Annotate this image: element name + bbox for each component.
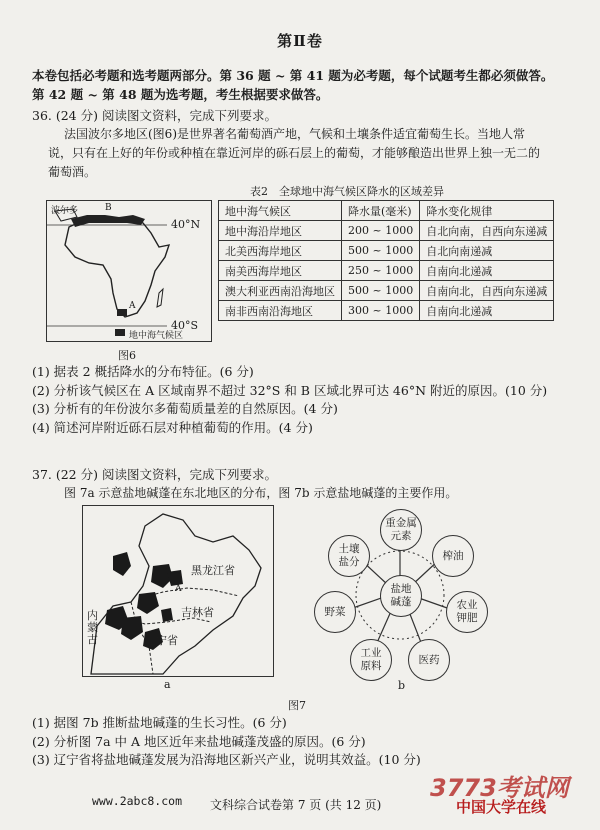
label-a: A <box>129 301 136 311</box>
table-cell: 250 ~ 1000 <box>342 261 420 281</box>
table-row <box>219 281 554 301</box>
node-vegetable: 野菜 <box>314 591 356 633</box>
label-heilongjiang: 黑龙江省 <box>191 564 235 577</box>
table-cell: 自南向北，自西向东递减 <box>420 281 554 301</box>
table-row <box>219 261 554 281</box>
page-number: 文科综合试卷第 7 页 (共 12 页) <box>210 798 382 812</box>
lat-40n: 40°N <box>171 218 201 231</box>
figure7b-sub: b <box>398 679 406 692</box>
sub-question: (1) 据图 7b 推断盐地碱蓬的生长习性。(6 分) <box>32 715 287 730</box>
exam-instructions <box>32 66 577 104</box>
passage-line: 葡萄酒。 <box>48 165 97 179</box>
node-soil-salt: 土壤 盐分 <box>328 535 370 577</box>
figure7a-sub: a <box>164 678 171 691</box>
figure6-caption: 图6 <box>118 349 136 362</box>
node-potash: 农业 钾肥 <box>446 591 488 633</box>
table-header: 地中海气候区 <box>219 201 342 221</box>
q36-passage <box>48 125 583 182</box>
table-cell: 澳大利亚西南沿海地区 <box>219 281 342 301</box>
q37-subquestions <box>32 714 421 770</box>
q36-stem: 36. (24 分) 阅读图文资料，完成下列要求。 <box>32 108 277 123</box>
table-cell: 500 ~ 1000 <box>342 281 420 301</box>
label-jilin: 吉林省 <box>181 606 214 619</box>
instruction-line: 第 42 题 ~ 第 48 题为选考题，考生根据要求做答。 <box>32 87 329 102</box>
q37-passage: 图 7a 示意盐地碱蓬在东北地区的分布，图 7b 示意盐地碱蓬的主要作用。 <box>64 486 458 500</box>
table-row <box>219 241 554 261</box>
passage-line: 说，只有在上好的年份或种植在靠近河岸的砾石层上的葡萄，才能够酿造出世界上独一无二的 <box>48 146 541 160</box>
label-b: B <box>105 203 112 213</box>
figure7-caption: 图7 <box>288 699 306 712</box>
region-outline <box>91 514 261 674</box>
legend-swatch <box>115 329 125 336</box>
africa-map <box>46 200 212 342</box>
madagascar-outline <box>157 289 163 307</box>
saline-area <box>121 616 143 640</box>
instruction-line: 本卷包括必考题和选考题两部分。第 36 题 ~ 第 41 题为必考题，每个试题考生都必须做答。 <box>32 68 554 83</box>
table-cell: 北美西海岸地区 <box>219 241 342 261</box>
table-header: 降水量(毫米) <box>342 201 420 221</box>
table-cell: 500 ~ 1000 <box>342 241 420 261</box>
table-cell: 200 ~ 1000 <box>342 221 420 241</box>
label-neimenggu: 内 蒙 古 <box>87 609 98 646</box>
q37-stem: 37. (22 分) 阅读图文资料，完成下列要求。 <box>32 467 277 482</box>
node-oil: 榨油 <box>432 535 474 577</box>
table-cell: 自北向南，自西向东递减 <box>420 221 554 241</box>
sub-question: (1) 据表 2 概括降水的分布特征。(6 分) <box>32 364 254 379</box>
node-medicine: 医药 <box>408 639 450 681</box>
table2-caption: 表2 全球地中海气候区降水的区域差异 <box>250 185 444 198</box>
sub-question: (3) 辽宁省将盐地碱蓬发展为沿海地区新兴产业，说明其效益。(10 分) <box>32 752 421 767</box>
page-title: 第Ⅱ卷 <box>277 32 323 50</box>
watermark-3773: 3773考试网 <box>430 774 569 802</box>
table-row <box>219 221 554 241</box>
label-a: A <box>175 584 182 594</box>
label-bordeaux: 波尔多 <box>51 206 79 216</box>
watermark-cuol: 中国大学在线 <box>456 798 547 816</box>
center-node: 盐地 碱蓬 <box>380 575 422 617</box>
label-liaoning: 辽宁省 <box>145 634 178 647</box>
saline-area <box>161 608 173 622</box>
node-heavy-metal: 重金属 元素 <box>380 509 422 551</box>
table-cell: 自南向北递减 <box>420 261 554 281</box>
rainfall-table <box>218 200 554 321</box>
sub-question: (2) 分析图 7a 中 A 地区近年来盐地碱蓬茂盛的原因。(6 分) <box>32 733 366 749</box>
sub-question: (2) 分析该气候区在 A 区域南界不超过 32°S 和 B 区域北界可达 46°N 附近的原因。(10 分) <box>32 382 548 398</box>
table-header-row <box>219 201 554 221</box>
website-url: www.2abc8.com <box>92 794 183 808</box>
lat-40s: 40°S <box>171 319 199 332</box>
sub-question: (3) 分析有的年份波尔多葡萄质量差的自然原因。(4 分) <box>32 401 338 416</box>
legend-label: 地中海气候区 <box>129 331 184 341</box>
node-industrial: 工业 原料 <box>350 639 392 681</box>
table-cell: 自南向北递减 <box>420 301 554 321</box>
sub-question: (4) 简述河岸附近砾石层对种植葡萄的作用。(4 分) <box>32 419 313 435</box>
table-cell: 自北向南递减 <box>420 241 554 261</box>
uses-diagram <box>310 505 490 685</box>
q36-subquestions <box>32 363 547 437</box>
saline-area <box>113 552 131 576</box>
northeast-china-map <box>82 505 274 677</box>
table-row <box>219 301 554 321</box>
table-cell: 300 ~ 1000 <box>342 301 420 321</box>
saline-area <box>137 592 159 614</box>
passage-line: 法国波尔多地区(图6)是世界著名葡萄酒产地，气候和土壤条件适宜葡萄生长。当地人常 <box>64 127 526 141</box>
mediterranean-zone-a <box>117 309 127 316</box>
table-cell: 南美西海岸地区 <box>219 261 342 281</box>
table-header: 降水变化规律 <box>420 201 554 221</box>
africa-outline <box>65 219 169 317</box>
table-cell: 南非西南沿海地区 <box>219 301 342 321</box>
table-cell: 地中海沿岸地区 <box>219 221 342 241</box>
